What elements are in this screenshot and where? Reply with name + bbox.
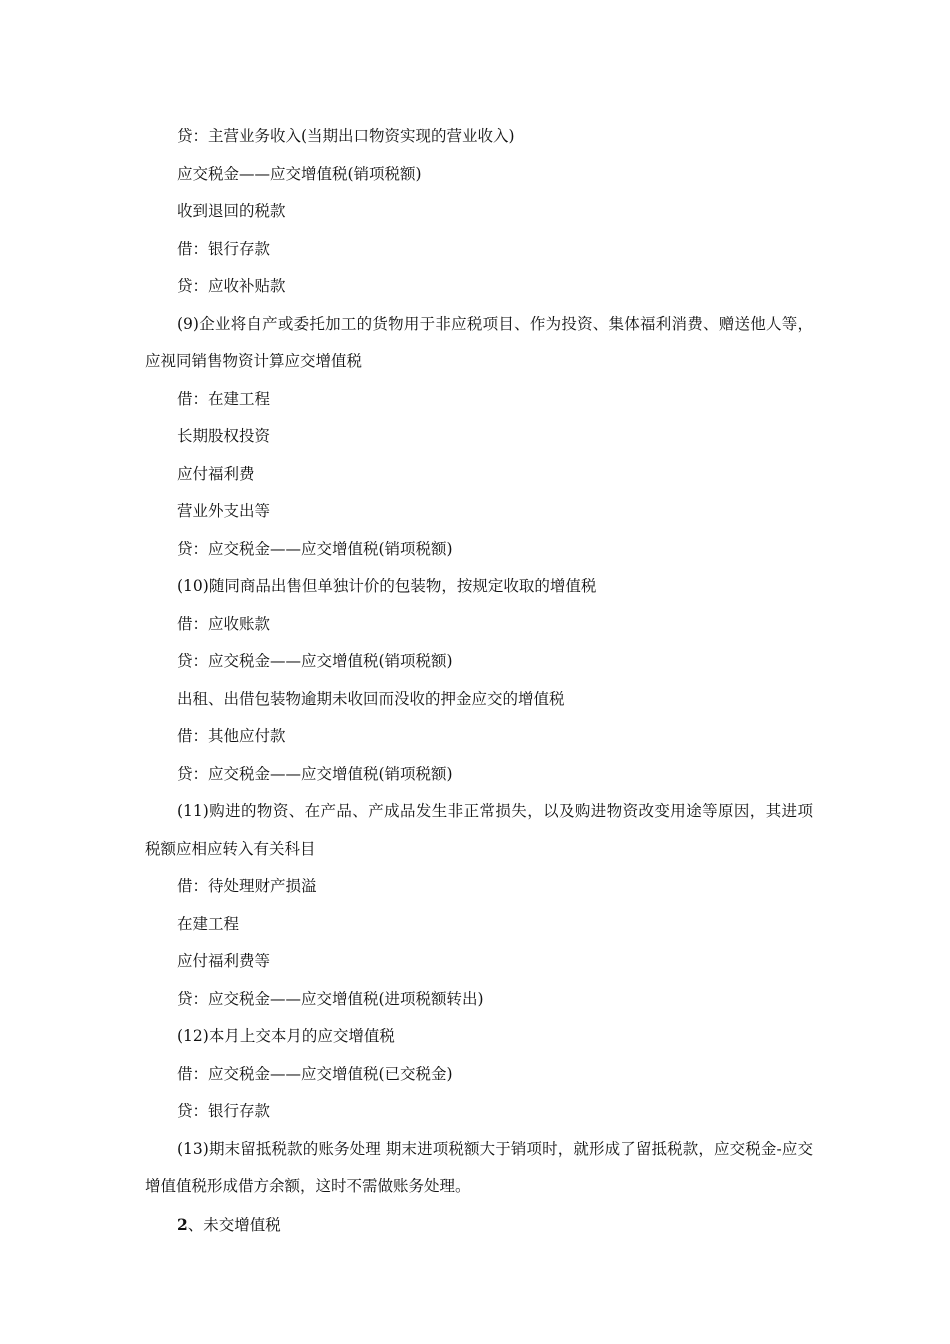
paragraph: 长期股权投资 [177,427,271,445]
paragraph: 贷：应收补贴款 [177,277,286,295]
paragraph: 应付福利费 [177,464,255,483]
paragraph: 应交税金——应交增值税(销项税额) [177,164,422,183]
paragraph: 贷：应交税金——应交增值税(进项税额转出) [177,989,484,1008]
paragraph: (9)企业将自产或委托加工的货物用于非应税项目、作为投资、集体福利消费、赠送他人等，应视同销售物资计算应交增值税 [145,314,813,370]
section-title: 、未交增值税 [187,1215,281,1234]
section-heading [145,1206,813,1245]
paragraph: (12)本月上交本月的应交增值税 [177,1027,395,1045]
paragraph: 贷：应交税金——应交增值税(销项税额) [177,652,453,670]
paragraph: 贷：主营业务收入(当期出口物资实现的营业收入) [177,127,515,145]
paragraph: 借：应交税金——应交增值税(已交税金) [177,1064,453,1083]
paragraph: 贷：应交税金——应交增值税(销项税额) [177,539,453,558]
paragraph: 借：应收账款 [177,614,271,633]
paragraph: (11)购进的物资、在产品、产成品发生非正常损失，以及购进物资改变用途等原因，其进项税额应相应转入有关科目 [145,802,813,858]
paragraph: (10)随同商品出售但单独计价的包装物，按规定收取的增值税 [177,577,597,595]
paragraph: 借：在建工程 [177,389,271,408]
paragraph: 借：待处理财产损溢 [177,877,317,895]
paragraph: 收到退回的税款 [177,202,286,220]
paragraph: 借：银行存款 [177,239,271,258]
paragraph: 贷：应交税金——应交增值税(销项税额) [177,764,453,783]
paragraph: 在建工程 [177,914,240,933]
paragraph: 贷：银行存款 [177,1102,271,1120]
paragraph: (13)期末留抵税款的账务处理 期末进项税额大于销项时，就形成了留抵税款，应交税金-应交增值值税形成借方余额，这时不需做账务处理。 [145,1139,813,1195]
paragraph: 营业外支出等 [177,502,271,520]
document-body [145,118,813,1244]
paragraph: 应付福利费等 [177,952,271,970]
paragraph: 出租、出借包装物逾期未收回而没收的押金应交的增值税 [177,689,565,708]
paragraph: 借：其他应付款 [177,727,286,745]
section-number: 2 [177,1214,188,1234]
